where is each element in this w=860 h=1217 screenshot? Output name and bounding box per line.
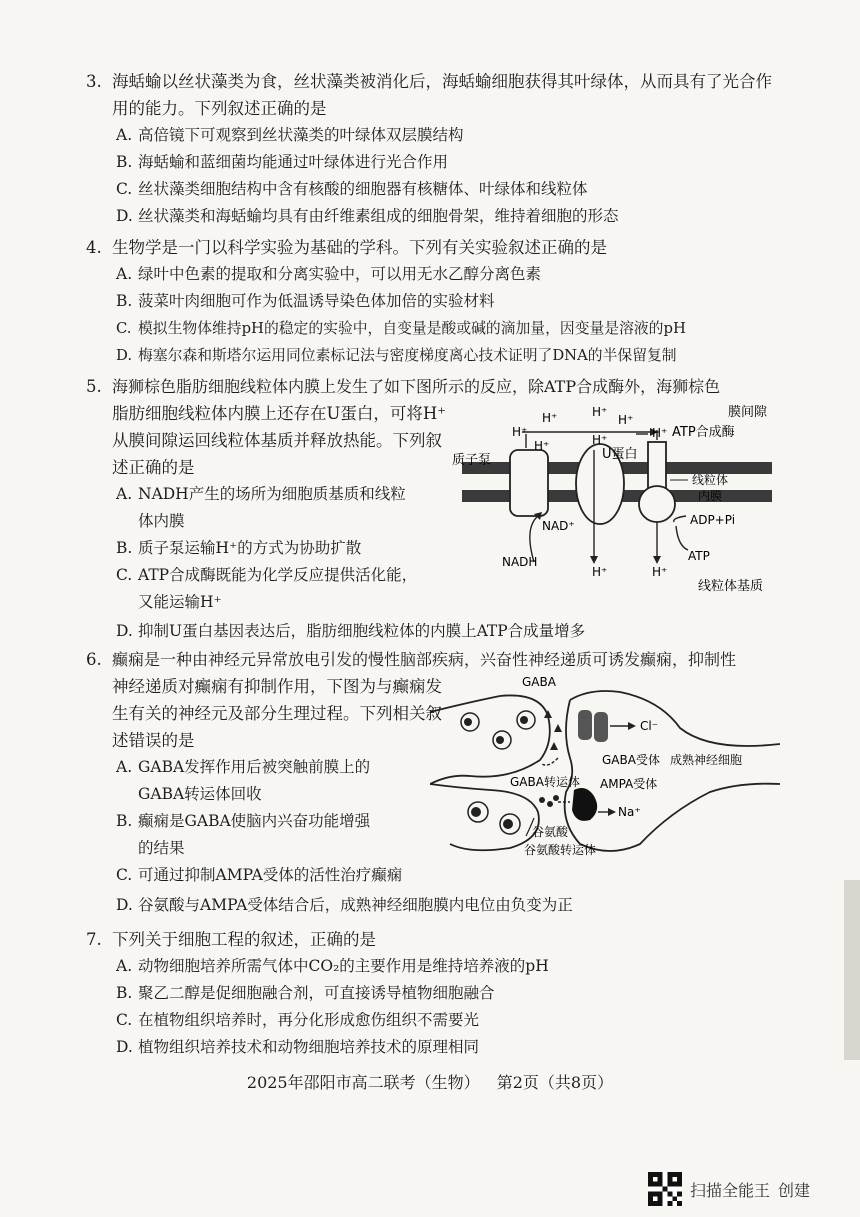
question-number: 5. <box>86 377 102 396</box>
atp-synthase-label: ATP合成酶 <box>672 425 735 440</box>
scanner-watermark <box>648 1172 818 1206</box>
svg-text:H⁺: H⁺ <box>512 425 528 439</box>
glutamate-label: 谷氨酸 <box>532 825 569 839</box>
option-c[interactable]: C. 可通过抑制AMPA受体的活性治疗癫痫 <box>116 866 403 884</box>
question-3 <box>86 68 786 230</box>
svg-text:H⁺: H⁺ <box>652 565 668 579</box>
option-c[interactable]: C. 模拟生物体维持pH的稳定的实验中，自变量是酸或碱的滴加量，因变量是溶液的pH <box>116 320 686 337</box>
question-stem-line1: 癫痫是一种由神经元异常放电引发的慢性脑部疾病，兴奋性神经递质可诱发癫痫，抑制性 <box>112 650 737 669</box>
svg-text:H⁺: H⁺ <box>592 565 608 579</box>
svg-text:内膜: 内膜 <box>698 489 723 503</box>
option-a[interactable]: A. 绿叶中色素的提取和分离实验中，可以用无水乙醇分离色素 <box>116 265 542 283</box>
glutamate-transporter-label: 谷氨酸转运体 <box>524 843 597 857</box>
inner-membrane-label: 线粒体 <box>692 473 729 487</box>
svg-text:H⁺: H⁺ <box>592 405 608 419</box>
page-footer <box>0 1070 860 1093</box>
option-d[interactable]: D. 谷氨酸与AMPA受体结合后，成熟神经细胞膜内电位由负变为正 <box>116 896 573 914</box>
atp-label: ATP <box>688 549 710 563</box>
question-number: 6. <box>86 650 102 669</box>
option-b[interactable]: B. 癫痫是GABA使脑内兴奋功能增强 的结果 <box>116 812 371 857</box>
question-stem-line1: 海狮棕色脂肪细胞线粒体内膜上发生了如下图所示的反应，除ATP合成酶外，海狮棕色 <box>112 377 721 396</box>
na-label: Na⁺ <box>618 805 641 819</box>
page-number: 第2页（共8页） <box>496 1073 614 1092</box>
qr-code-icon <box>648 1172 682 1206</box>
svg-text:H⁺: H⁺ <box>534 439 550 453</box>
svg-text:H⁺: H⁺ <box>542 411 558 425</box>
scanner-action: 创建 <box>778 1180 811 1200</box>
scanner-app-name: 扫描全能王 <box>690 1180 771 1200</box>
option-b[interactable]: B. 菠菜叶肉细胞可作为低温诱导染色体加倍的实验材料 <box>116 292 495 310</box>
nadh-label: NADH <box>502 555 538 569</box>
question-4 <box>86 234 786 369</box>
question-stem: 海蛞蝓以丝状藻类为食，丝状藻类被消化后，海蛞蝓细胞获得其叶绿体，从而具有了光合作用的能力。下列叙述正确的是 <box>112 72 772 118</box>
option-a[interactable]: A. GABA发挥作用后被突触前膜上的 GABA转运体回收 <box>116 758 371 803</box>
option-b[interactable]: B. 聚乙二醇是促细胞融合剂，可直接诱导植物细胞融合 <box>116 984 495 1002</box>
option-d[interactable]: D. 抑制U蛋白基因表达后，脂肪细胞线粒体的内膜上ATP合成量增多 <box>116 622 586 640</box>
svg-text:H⁺: H⁺ <box>618 413 634 427</box>
option-a[interactable]: A. 高倍镜下可观察到丝状藻类的叶绿体双层膜结构 <box>116 126 464 144</box>
option-c[interactable]: C. ATP合成酶既能为化学反应提供活化能， 又能运输H⁺ <box>116 566 418 611</box>
option-b[interactable]: B. 海蛞蝓和蓝细菌均能通过叶绿体进行光合作用 <box>116 153 449 171</box>
u-protein-label: U蛋白 <box>602 447 638 462</box>
question-stem-rest: 脂肪细胞线粒体内膜上还存在U蛋白，可将H⁺从膜间隙运回线粒体基质并释放热能。下列叙述正确的是 <box>112 404 447 477</box>
intermembrane-label: 膜间隙 <box>728 405 768 420</box>
exam-title: 2025年邵阳市高二联考（生物） <box>246 1073 480 1092</box>
cl-label: Cl⁻ <box>640 719 659 733</box>
option-a[interactable]: A. 动物细胞培养所需气体中CO₂的主要作用是维持培养液的pH <box>116 957 549 975</box>
question-number: 4. <box>86 238 102 257</box>
mature-neuron-label: 成熟神经细胞 <box>670 753 743 767</box>
option-d[interactable]: D. 丝状藻类和海蛞蝓均具有由纤维素组成的细胞骨架，维持着细胞的形态 <box>116 207 619 225</box>
proton-pump-label: 质子泵 <box>452 453 492 468</box>
option-b[interactable]: B. 质子泵运输H⁺的方式为协助扩散 <box>116 539 362 557</box>
nad-label: NAD⁺ <box>542 519 575 533</box>
question-number: 3. <box>86 72 102 91</box>
svg-text:H⁺: H⁺ <box>592 433 608 447</box>
matrix-label: 线粒体基质 <box>698 579 764 594</box>
svg-text:H⁺: H⁺ <box>652 426 668 440</box>
gaba-receptor-label: GABA受体 <box>602 753 660 767</box>
option-a[interactable]: A. NADH产生的场所为细胞质基质和线粒 体内膜 <box>116 485 406 530</box>
scan-edge <box>844 880 860 1060</box>
question-stem-rest: 神经递质对癫痫有抑制作用，下图为与癫痫发生有关的神经元及部分生理过程。下列相关叙述错误的是 <box>112 677 442 750</box>
mitochondria-membrane-diagram <box>452 400 782 610</box>
question-stem: 下列关于细胞工程的叙述，正确的是 <box>112 930 376 949</box>
option-c[interactable]: C. 丝状藻类细胞结构中含有核酸的细胞器有核糖体、叶绿体和线粒体 <box>116 180 588 198</box>
question-number: 7. <box>86 930 102 949</box>
question-7 <box>86 926 786 1061</box>
option-d[interactable]: D. 梅塞尔森和斯塔尔运用同位素标记法与密度梯度离心技术证明了DNA的半保留复制 <box>116 347 677 364</box>
gaba-transporter-label: GABA转运体 <box>510 775 580 789</box>
option-c[interactable]: C. 在植物组织培养时，再分化形成愈伤组织不需要光 <box>116 1011 480 1029</box>
gaba-label: GABA <box>522 675 556 689</box>
option-d[interactable]: D. 植物组织培养技术和动物细胞培养技术的原理相同 <box>116 1038 480 1056</box>
ampa-receptor-label: AMPA受体 <box>600 777 658 791</box>
question-stem: 生物学是一门以科学实验为基础的学科。下列有关实验叙述正确的是 <box>112 238 607 257</box>
adp-pi-label: ADP+Pi <box>690 513 736 527</box>
synapse-diagram <box>430 672 780 858</box>
